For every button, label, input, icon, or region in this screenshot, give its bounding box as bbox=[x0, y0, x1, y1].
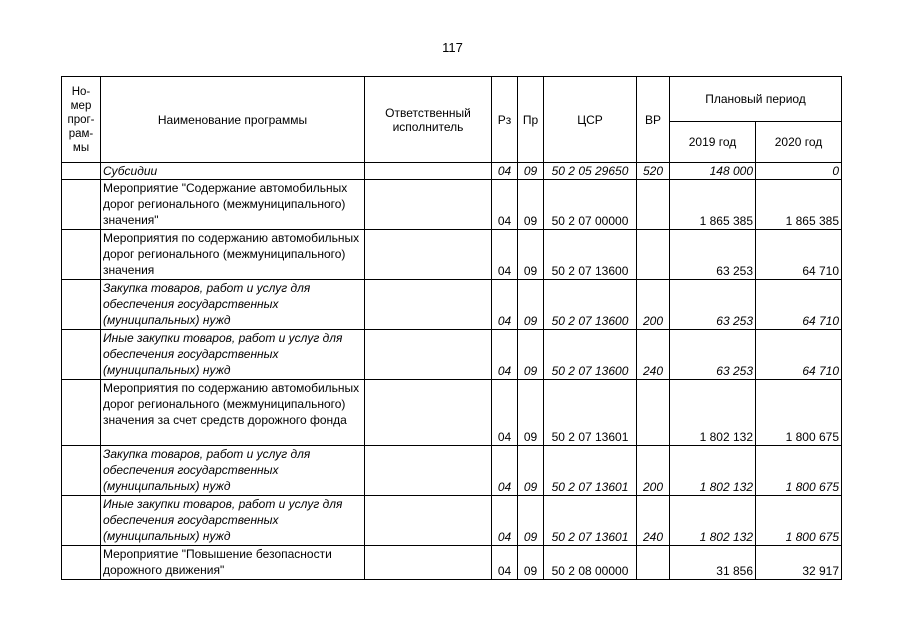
cell-2020: 1 800 675 bbox=[756, 446, 842, 496]
cell-executor bbox=[365, 280, 492, 330]
cell-vr: 240 bbox=[637, 330, 670, 380]
cell-pr: 09 bbox=[518, 446, 544, 496]
page-number: 117 bbox=[442, 40, 463, 55]
cell-vr: 200 bbox=[637, 280, 670, 330]
cell-vr: 200 bbox=[637, 446, 670, 496]
cell-2020: 0 bbox=[756, 163, 842, 180]
cell-program-name: Мероприятия по содержанию автомобильных дорог регионального (межмуниципального) значения за счет средств дорожного фонда bbox=[101, 380, 365, 446]
cell-pr: 09 bbox=[518, 180, 544, 230]
cell-program-name: Мероприятие "Содержание автомобильных дорог регионального (межмуниципального) значения" bbox=[101, 180, 365, 230]
header-program-name: Наименование программы bbox=[101, 77, 365, 163]
cell-2020: 64 710 bbox=[756, 230, 842, 280]
cell-program-number bbox=[62, 496, 101, 546]
cell-program-number bbox=[62, 380, 101, 446]
cell-program-number bbox=[62, 330, 101, 380]
cell-executor bbox=[365, 446, 492, 496]
cell-csr: 50 2 07 13601 bbox=[544, 446, 637, 496]
cell-program-number bbox=[62, 446, 101, 496]
cell-rz: 04 bbox=[492, 446, 518, 496]
cell-2019: 1 802 132 bbox=[670, 446, 756, 496]
cell-rz: 04 bbox=[492, 163, 518, 180]
cell-executor bbox=[365, 380, 492, 446]
cell-pr: 09 bbox=[518, 280, 544, 330]
cell-2020: 64 710 bbox=[756, 330, 842, 380]
cell-executor bbox=[365, 163, 492, 180]
cell-csr: 50 2 07 13600 bbox=[544, 330, 637, 380]
cell-vr: 240 bbox=[637, 496, 670, 546]
cell-2020: 1 800 675 bbox=[756, 496, 842, 546]
header-pr: Пр bbox=[518, 77, 544, 163]
cell-program-number bbox=[62, 163, 101, 180]
cell-rz: 04 bbox=[492, 280, 518, 330]
cell-pr: 09 bbox=[518, 163, 544, 180]
cell-2020: 32 917 bbox=[756, 546, 842, 580]
cell-csr: 50 2 07 00000 bbox=[544, 180, 637, 230]
cell-csr: 50 2 07 13600 bbox=[544, 280, 637, 330]
header-executor: Ответственный исполнитель bbox=[365, 77, 492, 163]
cell-vr bbox=[637, 230, 670, 280]
header-vr: ВР bbox=[637, 77, 670, 163]
cell-rz: 04 bbox=[492, 330, 518, 380]
cell-csr: 50 2 08 00000 bbox=[544, 546, 637, 580]
header-year-2020: 2020 год bbox=[756, 122, 842, 163]
cell-2020: 1 800 675 bbox=[756, 380, 842, 446]
cell-csr: 50 2 07 13601 bbox=[544, 496, 637, 546]
header-program-number: Но-мер прог-рам-мы bbox=[62, 77, 101, 163]
cell-program-name: Субсидии bbox=[101, 163, 365, 180]
table-row bbox=[62, 330, 842, 380]
cell-2019: 63 253 bbox=[670, 230, 756, 280]
cell-executor bbox=[365, 330, 492, 380]
cell-program-number bbox=[62, 546, 101, 580]
cell-vr bbox=[637, 546, 670, 580]
cell-program-name: Иные закупки товаров, работ и услуг для обеспечения государственных (муниципальных) нужд bbox=[101, 330, 365, 380]
cell-rz: 04 bbox=[492, 180, 518, 230]
table-row bbox=[62, 446, 842, 496]
cell-2019: 63 253 bbox=[670, 330, 756, 380]
cell-pr: 09 bbox=[518, 380, 544, 446]
cell-2019: 63 253 bbox=[670, 280, 756, 330]
table-row bbox=[62, 546, 842, 580]
cell-executor bbox=[365, 180, 492, 230]
table-row bbox=[62, 180, 842, 230]
header-year-2019: 2019 год bbox=[670, 122, 756, 163]
cell-pr: 09 bbox=[518, 230, 544, 280]
table-row bbox=[62, 163, 842, 180]
cell-2019: 148 000 bbox=[670, 163, 756, 180]
cell-program-number bbox=[62, 230, 101, 280]
cell-csr: 50 2 05 29650 bbox=[544, 163, 637, 180]
table-body bbox=[62, 163, 842, 580]
cell-rz: 04 bbox=[492, 230, 518, 280]
cell-pr: 09 bbox=[518, 546, 544, 580]
cell-executor bbox=[365, 546, 492, 580]
table-row bbox=[62, 380, 842, 446]
cell-program-name: Мероприятие "Повышение безопасности дорожного движения" bbox=[101, 546, 365, 580]
header-rz: Рз bbox=[492, 77, 518, 163]
cell-2019: 1 802 132 bbox=[670, 380, 756, 446]
cell-program-number bbox=[62, 180, 101, 230]
cell-rz: 04 bbox=[492, 496, 518, 546]
cell-vr bbox=[637, 180, 670, 230]
cell-executor bbox=[365, 496, 492, 546]
cell-program-name: Иные закупки товаров, работ и услуг для обеспечения государственных (муниципальных) нужд bbox=[101, 496, 365, 546]
cell-rz: 04 bbox=[492, 546, 518, 580]
cell-program-name: Мероприятия по содержанию автомобильных дорог регионального (межмуниципального) значения bbox=[101, 230, 365, 280]
cell-vr bbox=[637, 380, 670, 446]
cell-2019: 1 802 132 bbox=[670, 496, 756, 546]
cell-csr: 50 2 07 13601 bbox=[544, 380, 637, 446]
cell-2019: 31 856 bbox=[670, 546, 756, 580]
cell-vr: 520 bbox=[637, 163, 670, 180]
cell-pr: 09 bbox=[518, 496, 544, 546]
cell-2020: 64 710 bbox=[756, 280, 842, 330]
table-row bbox=[62, 230, 842, 280]
cell-csr: 50 2 07 13600 bbox=[544, 230, 637, 280]
cell-2019: 1 865 385 bbox=[670, 180, 756, 230]
cell-program-name: Закупка товаров, работ и услуг для обеспечения государственных (муниципальных) нужд bbox=[101, 280, 365, 330]
table-row bbox=[62, 280, 842, 330]
budget-table bbox=[61, 76, 842, 580]
cell-program-name: Закупка товаров, работ и услуг для обеспечения государственных (муниципальных) нужд bbox=[101, 446, 365, 496]
cell-executor bbox=[365, 230, 492, 280]
table-row bbox=[62, 496, 842, 546]
cell-2020: 1 865 385 bbox=[756, 180, 842, 230]
header-planning-period: Плановый период bbox=[670, 77, 842, 122]
cell-pr: 09 bbox=[518, 330, 544, 380]
header-csr: ЦСР bbox=[544, 77, 637, 163]
cell-rz: 04 bbox=[492, 380, 518, 446]
cell-program-number bbox=[62, 280, 101, 330]
